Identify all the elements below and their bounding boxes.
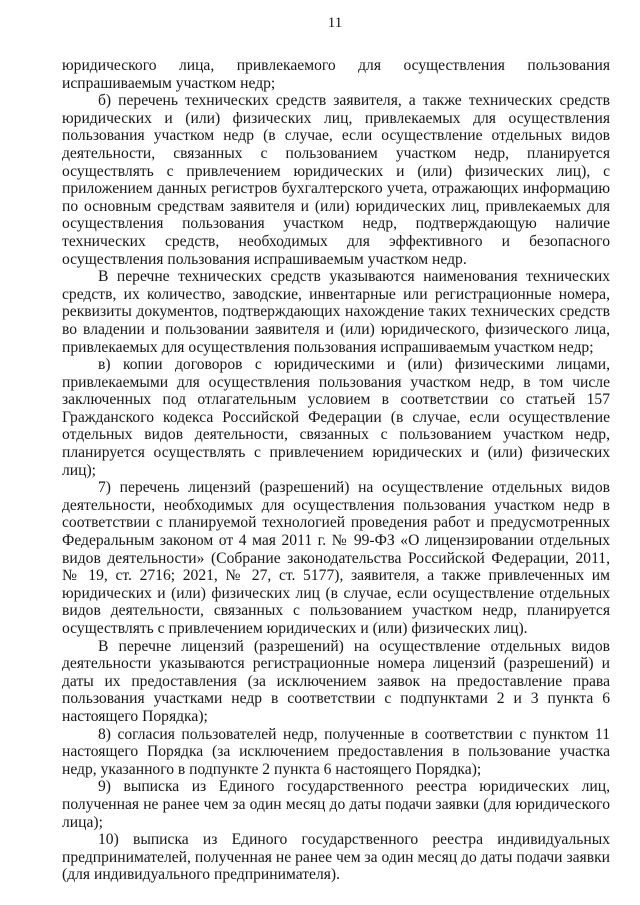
paragraph-technical-means-list: В перечне технических средств указываются наименования технических средств, их количество, заводские, инвентарные или регистрационные номера, реквизиты документов, подтверждающих нахождение таких технических средств во владении и пользовании заявителя и (или) юридического, физического лица, привлекаемых для осуществления пользования испрашиваемым участком недр; — [62, 268, 610, 356]
paragraph-item-8: 8) согласия пользователей недр, полученные в соответствии с пунктом 11 настоящего Порядка (за исключением предоставления в пользование участка недр, указанного в подпункте 2 пункта 6 настоящего Порядка); — [62, 725, 610, 778]
paragraph-item-b: б) перечень технических средств заявителя, а также технических средств юридических и (или) физических лиц, привлекаемых для осуществления пользования участком недр (в случае, если осуществление отдельных видов деятельности, связанных с пользованием участком недр, планируется осуществлять с привлечением юридических и (или) физических лиц), с приложением данных регистров бухгалтерского учета, отражающих информацию по основным средствам заявителя и (или) юридических лиц, привлекаемых для осуществления пользования участком недр, подтверждающую наличие технических средств, необходимых для эффективного и безопасного осуществления пользования испрашиваемым участком недр. — [62, 92, 610, 268]
paragraph-item-7: 7) перечень лицензий (разрешений) на осуществление отдельных видов деятельности, необходимых для осуществления пользования участком недр в соответствии с планируемой технологией проведения работ и предусмотренных Федеральным законом от 4 мая 2011 г. № 99-ФЗ «О лицензировании отдельных видов деятельности» (Собрание законодательства Российской Федерации, 2011, № 19, ст. 2716; 2021, № 27, ст. 5177), заявителя, а также привлеченных им юридических и (или) физических лиц (в случае, если осуществление отдельных видов деятельности, связанных с пользованием участком недр, планируется осуществлять с привлечением юридических и (или) физических лиц). — [62, 479, 610, 637]
page-number: 11 — [327, 15, 343, 31]
paragraph-item-v: в) копии договоров с юридическими и (или) физическими лицами, привлекаемыми для осуществления пользования участком недр, в том числе заключенных под отлагательным условием в соответствии со статьей 157 Гражданского кодекса Российской Федерации (в случае, если осуществление отдельных видов деятельности, связанных с пользованием участком недр, планируется осуществлять с привлечением юридических и (или) физических лиц); — [62, 356, 610, 479]
document-body — [62, 57, 610, 884]
paragraph-item-10: 10) выписка из Единого государственного реестра индивидуальных предпринимателей, полученная не ранее чем за один месяц до даты подачи заявки (для индивидуального предпринимателя). — [62, 831, 610, 884]
paragraph-licenses-list: В перечне лицензий (разрешений) на осуществление отдельных видов деятельности указываются регистрационные номера лицензий (разрешений) и даты их предоставления (за исключением заявок на предоставление права пользования участками недр в соответствии с подпунктами 2 и 3 пункта 6 настоящего Порядка); — [62, 637, 610, 725]
paragraph-continuation: юридического лица, привлекаемого для осуществления пользования испрашиваемым участком недр; — [62, 57, 610, 92]
paragraph-item-9: 9) выписка из Единого государственного реестра юридических лиц, полученная не ранее чем за один месяц до даты подачи заявки (для юридического лица); — [62, 778, 610, 831]
